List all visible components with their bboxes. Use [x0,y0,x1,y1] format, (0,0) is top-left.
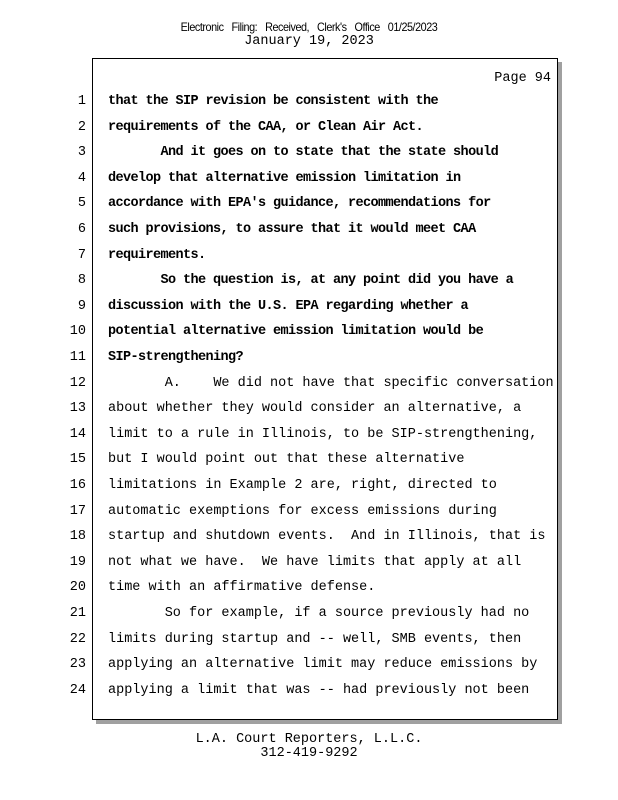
footer [0,733,618,761]
transcript-line: So the question is, at any point did you have a [108,273,514,289]
transcript-line: but I would point out that these alternative [108,452,465,468]
transcript-line: SIP-strengthening? [108,350,244,365]
line-number: 8 [77,273,86,289]
transcript-line: potential alternative emission limitation would be [108,324,484,340]
line-number: 11 [69,350,86,365]
transcript-line: automatic exemptions for excess emissions during [108,503,497,519]
line-number: 7 [77,247,86,263]
line-number: 13 [69,401,86,417]
transcript-line: develop that alternative emission limitation in [108,170,461,186]
line-number: 3 [77,145,86,161]
line-number: 10 [69,324,86,340]
filing-stamp: Electronic Filing: Received, Clerk's Office 01/25/2023 [180,20,438,34]
page-number: Page 94 [494,71,551,86]
line-number: 1 [77,94,86,109]
line-number: 21 [69,606,86,621]
line-number: 12 [69,375,86,391]
line-number: 14 [69,426,86,442]
line-number: 19 [69,554,86,570]
transcript-line: discussion with the U.S. EPA regarding whether a [108,298,469,314]
transcript-line: A. We did not have that specific conversation [108,375,554,391]
line-number: 24 [69,682,86,698]
reporter-phone: 312-419-9292 [260,746,358,761]
transcript-line: about whether they would consider an alternative, a [108,401,522,417]
line-number: 9 [77,298,86,314]
transcript-line: And it goes on to state that the state should [108,145,499,161]
transcript-line: not what we have. We have limits that apply at all [108,554,522,570]
reporter-company: L.A. Court Reporters, L.L.C. [195,732,423,747]
line-number: 22 [69,631,86,647]
transcript-line: limitations in Example 2 are, right, directed to [108,478,497,493]
transcript-line: applying a limit that was -- had previously not been [108,682,530,698]
line-number: 18 [69,529,86,545]
line-number: 2 [77,119,86,135]
transcript-line: requirements of the CAA, or Clean Air Act. [108,119,424,135]
transcript-line: limits during startup and -- well, SMB events, then [108,631,522,647]
transcript-line: applying an alternative limit may reduce emissions by [108,657,538,673]
transcript-line: limit to a rule in Illinois, to be SIP-strengthening, [108,426,538,442]
transcript-line: requirements. [108,247,206,263]
line-number: 20 [69,580,86,596]
line-number: 16 [69,478,86,493]
line-number: 15 [69,452,86,468]
transcript-line: So for example, if a source previously had no [108,606,530,621]
transcript-line: time with an affirmative defense. [108,580,376,596]
transcript-line: such provisions, to assure that it would meet CAA [108,222,476,237]
transcript-line: that the SIP revision be consistent with the [108,94,439,109]
line-number: 5 [77,196,86,212]
transcript-date: January 19, 2023 [244,34,374,49]
line-number: 23 [69,657,86,673]
line-number: 6 [77,222,86,237]
transcript-line: accordance with EPA's guidance, recommendations for [108,196,491,212]
line-number: 17 [69,503,86,519]
line-number: 4 [77,170,86,186]
frame-left-border [92,58,93,720]
transcript-line: startup and shutdown events. And in Illinois, that is [108,529,546,545]
